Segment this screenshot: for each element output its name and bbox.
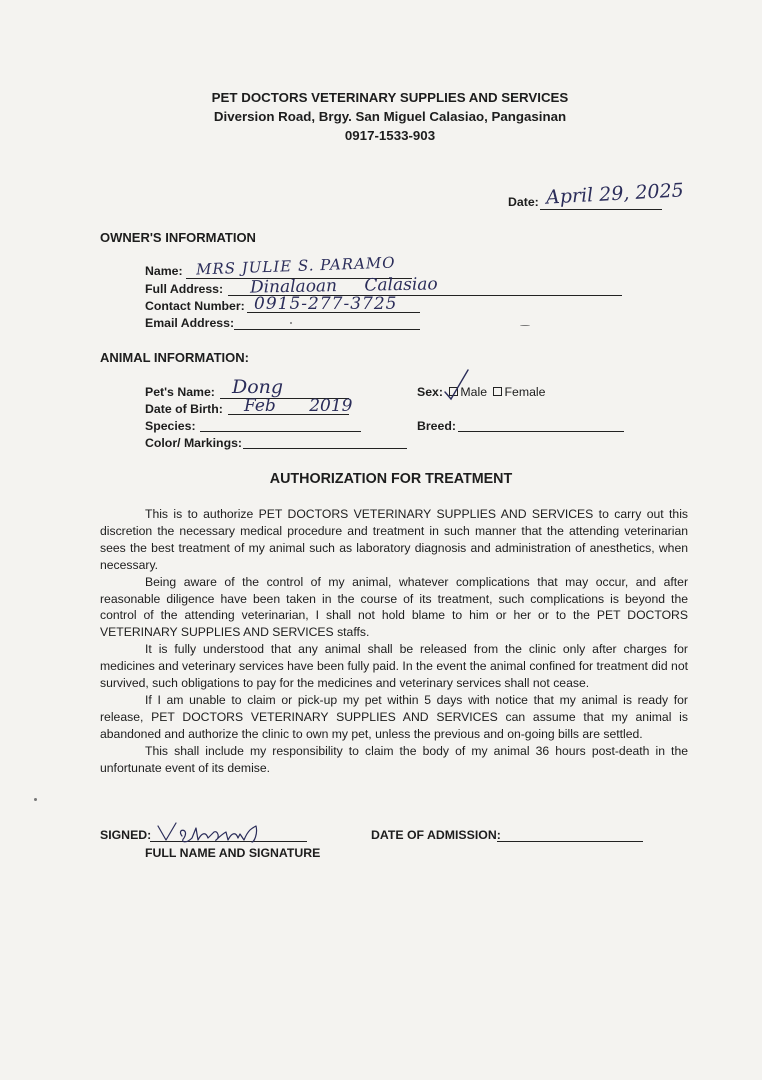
handwritten-signature xyxy=(156,820,266,846)
scan-speck xyxy=(520,325,530,326)
species-label: Species: xyxy=(145,419,196,433)
color-markings-label: Color/ Markings: xyxy=(145,436,243,450)
female-option-label: Female xyxy=(504,385,546,399)
sex-label: Sex: xyxy=(417,385,443,399)
authorization-paragraph: If I am unable to claim or pick-up my pet within 5 days with notice that my animal is ready for release, PET DOCTORS VETERINARY SUPPLIES AND SERVICES can assume that my animal is abandoned and authorize the clinic to own my pet, unless the previous and on-going bills are settled. xyxy=(100,692,688,741)
scan-speck xyxy=(34,798,37,801)
email-address-line xyxy=(234,329,420,330)
scan-speck xyxy=(290,322,292,324)
authorization-paragraph: It is fully understood that any animal shall be released from the clinic only after charges for medicines and veterinary services have been fully paid. In the event the animal confined for treatment did not survived, such obligations to pay for the medicines and veterinary services shall not cease. xyxy=(100,642,688,691)
breed-line xyxy=(458,431,624,432)
authorization-paragraph: This is to authorize PET DOCTORS VETERINARY SUPPLIES AND SERVICES to carry out this discretion the necessary medical procedure and treatment in such manner that the attending veterinarian sees the best treatment of my animal such as laboratory diagnosis and administration of anesthetics, when necessary. xyxy=(100,507,688,572)
date-of-birth-label: Date of Birth: xyxy=(145,402,223,416)
clinic-address: Diversion Road, Brgy. San Miguel Calasiao, Pangasinan xyxy=(213,109,567,124)
date-of-admission-label: DATE OF ADMISSION: xyxy=(371,828,501,842)
signed-label: SIGNED: xyxy=(100,828,152,842)
authorization-title: AUTHORIZATION FOR TREATMENT xyxy=(269,471,513,487)
name-label: Name: xyxy=(145,264,183,278)
contact-number-label: Contact Number: xyxy=(145,299,245,313)
sex-field xyxy=(417,385,546,399)
pet-name-handwritten: Dong xyxy=(232,376,284,398)
color-markings-line xyxy=(243,448,407,449)
name-handwritten: MRS JULIE S. PARAMO xyxy=(195,253,396,279)
date-of-birth-handwritten: Feb 2019 xyxy=(244,396,353,416)
full-address-label: Full Address: xyxy=(145,282,224,296)
date-label: Date: xyxy=(508,195,539,209)
authorization-paragraph: Being aware of the control of my animal, whatever complications that may occur, and after reasonable diligence have been taken in the course of its treatment, such complications is beyond the control of the attending veterinarian, I shall not hold blame to him or her or to the PET DOCTORS VETERINARY SUPPLIES AND SERVICES staffs. xyxy=(100,574,688,640)
authorization-body xyxy=(100,506,688,777)
clinic-phone: 0917-1533-903 xyxy=(344,128,436,143)
male-option-label: Male xyxy=(460,385,488,399)
full-address-handwritten: Dinalaoan Calasiao xyxy=(249,274,438,298)
date-of-admission-line xyxy=(497,841,643,842)
species-line xyxy=(200,431,361,432)
pet-name-label: Pet's Name: xyxy=(145,385,215,399)
animal-info-heading: ANIMAL INFORMATION: xyxy=(100,350,249,365)
clinic-name: PET DOCTORS VETERINARY SUPPLIES AND SERVICES xyxy=(211,90,569,105)
email-address-label: Email Address: xyxy=(145,316,235,330)
date-handwritten: April 29, 2025 xyxy=(545,179,685,209)
signature-caption: FULL NAME AND SIGNATURE xyxy=(145,846,321,860)
contact-number-handwritten: 0915-277-3725 xyxy=(254,294,398,314)
male-checkmark-icon xyxy=(444,368,470,402)
breed-label: Breed: xyxy=(417,419,456,433)
authorization-paragraph: This shall include my responsibility to claim the body of my animal 36 hours post-death in the unfortunate event of its demise. xyxy=(100,743,688,775)
date-line xyxy=(540,209,662,210)
owner-info-heading: OWNER'S INFORMATION xyxy=(100,230,256,245)
female-checkbox[interactable] xyxy=(493,387,502,396)
